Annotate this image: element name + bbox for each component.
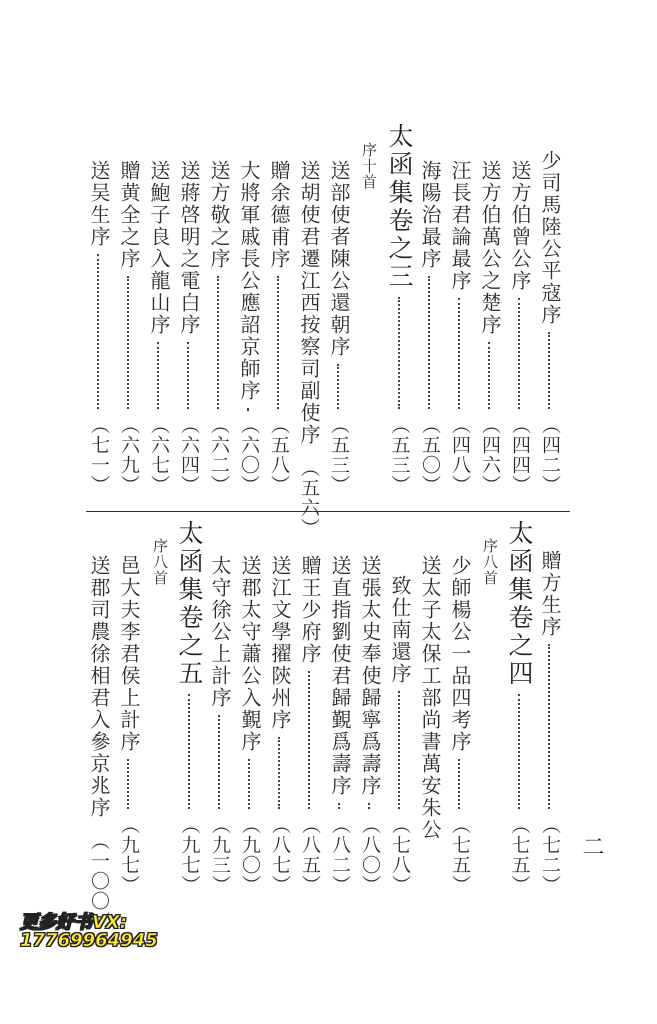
dot-leader bbox=[458, 298, 462, 409]
toc-entry bbox=[88, 160, 110, 495]
entry-title: 贈方生序 bbox=[538, 550, 562, 638]
dot-leader bbox=[97, 254, 101, 409]
entry-page: （四四） bbox=[509, 415, 531, 495]
section-label: 序十首 bbox=[360, 142, 378, 190]
entry-title: 送部使者陳公還朝序 bbox=[327, 160, 351, 358]
volume-title: 太函集卷之五 bbox=[175, 520, 204, 688]
entry-title: 邑大夫李君侯上計序 bbox=[117, 555, 141, 753]
entry-title: 送蔣啓明之電白序 bbox=[177, 160, 201, 336]
entry-page: （七一） bbox=[88, 415, 110, 495]
volume-heading-3 bbox=[386, 123, 413, 495]
entry-title: 送郡太守蕭公入覲序 bbox=[238, 555, 262, 753]
section-divider bbox=[86, 511, 570, 512]
volume-title: 太函集卷之四 bbox=[505, 520, 534, 688]
dot-leader bbox=[398, 691, 402, 809]
entry-page: （五八） bbox=[268, 415, 290, 495]
dot-leader bbox=[248, 759, 252, 809]
entry-title: 送方伯曾公序 bbox=[508, 160, 532, 292]
entry-page: （九〇） bbox=[239, 815, 261, 895]
dot-leader bbox=[278, 737, 282, 809]
toc-entry bbox=[148, 160, 170, 495]
entry-title: 太守徐公上計序 bbox=[208, 555, 232, 709]
entry-page: （六四） bbox=[178, 415, 200, 495]
volume-title: 太函集卷之三 bbox=[385, 123, 414, 291]
entry-page: （九三） bbox=[209, 815, 231, 895]
toc-entry bbox=[419, 160, 441, 495]
toc-entry bbox=[539, 150, 561, 495]
entry-title: 贈王少府序 bbox=[298, 555, 322, 665]
watermark-line-1: 更多好书VX: bbox=[20, 912, 128, 933]
entry-title: 送吴生序 bbox=[87, 160, 111, 248]
toc-entry bbox=[118, 555, 140, 895]
volume-page: （九七） bbox=[178, 815, 201, 895]
dot-leader bbox=[548, 644, 552, 809]
entry-page: （六九） bbox=[118, 415, 140, 495]
entry-title: 贈黄全之序 bbox=[117, 160, 141, 270]
dot-leader bbox=[127, 759, 131, 809]
dot-leader bbox=[518, 694, 522, 809]
toc-entry bbox=[118, 160, 140, 495]
entry-title: 送張太史奉使歸寧爲壽序 bbox=[358, 555, 382, 797]
dot-leader bbox=[127, 276, 131, 409]
volume-heading-4 bbox=[506, 520, 533, 895]
entry-title: 送方伯萬公之楚序 bbox=[478, 160, 502, 336]
entry-title: 贈余德甫序 bbox=[267, 160, 291, 270]
dot-leader bbox=[157, 342, 161, 409]
entry-page: （五〇） bbox=[419, 415, 441, 495]
entry-page: （七五） bbox=[449, 815, 471, 895]
dot-leader bbox=[308, 671, 312, 809]
toc-entry bbox=[479, 160, 501, 495]
watermark-line-2: 17769964945 bbox=[20, 930, 158, 951]
entry-title: 送江文學擢陝州序 bbox=[268, 555, 292, 731]
entry-page: （八〇） bbox=[359, 815, 381, 895]
volume-page: （七五） bbox=[508, 815, 531, 895]
toc-entry bbox=[238, 160, 260, 495]
entry-title: 送胡使君遷江西按察司副使序 bbox=[297, 160, 321, 446]
toc-entry bbox=[178, 160, 200, 495]
entry-page: （五六） bbox=[298, 458, 320, 538]
toc-entry bbox=[449, 160, 471, 495]
toc-entry bbox=[328, 160, 350, 495]
dot-leader bbox=[458, 759, 462, 809]
entry-page: （六二） bbox=[208, 415, 230, 495]
entry-page: （八五） bbox=[299, 815, 321, 895]
entry-page: （一〇〇） bbox=[88, 831, 110, 931]
dot-leader bbox=[277, 276, 281, 409]
dot-leader bbox=[247, 408, 251, 409]
section-label: 序八首 bbox=[151, 538, 169, 586]
dot-leader bbox=[398, 297, 402, 409]
entry-title: 大將軍戚長公應詔京師序 bbox=[237, 160, 261, 402]
entry-page: （五三） bbox=[328, 415, 350, 495]
entry-page: （七八） bbox=[389, 815, 411, 895]
entry-title: 送太子太保工部尚書萬安朱公 bbox=[418, 555, 442, 841]
dot-leader bbox=[368, 803, 372, 809]
toc-entry bbox=[449, 555, 471, 895]
entry-title-continuation: 致仕南還序 bbox=[388, 575, 412, 685]
entry-title: 海陽治最序 bbox=[418, 160, 442, 270]
entry-title: 送郡司農徐相君入參京兆序 bbox=[87, 555, 111, 819]
toc-entry bbox=[359, 555, 381, 895]
entry-page: （八七） bbox=[269, 815, 291, 895]
dot-leader bbox=[218, 715, 222, 809]
entry-page: （八二） bbox=[329, 815, 351, 895]
dot-leader bbox=[338, 803, 342, 809]
toc-entry bbox=[297, 160, 321, 538]
entry-page: （七二） bbox=[539, 815, 561, 895]
toc-entry bbox=[329, 555, 351, 895]
dot-leader bbox=[518, 298, 522, 409]
toc-entry bbox=[419, 555, 441, 845]
toc-entry bbox=[509, 160, 531, 495]
entry-page: （六七） bbox=[148, 415, 170, 495]
toc-entry bbox=[239, 555, 261, 895]
page-number: 二 bbox=[579, 835, 604, 857]
toc-entry bbox=[268, 160, 290, 495]
toc-entry bbox=[209, 555, 231, 895]
toc-entry bbox=[269, 555, 291, 895]
entry-title: 送鮑子良入龍山序 bbox=[147, 160, 171, 336]
entry-page: （六〇） bbox=[238, 415, 260, 495]
entry-title: 送方敬之序 bbox=[207, 160, 231, 270]
entry-title: 少司馬陸公平寇序 bbox=[538, 150, 562, 326]
section-label: 序八首 bbox=[481, 538, 499, 586]
toc-entry bbox=[539, 550, 561, 895]
dot-leader bbox=[217, 276, 221, 409]
dot-leader bbox=[548, 332, 552, 409]
dot-leader bbox=[188, 694, 192, 809]
toc-entry bbox=[208, 160, 230, 495]
entry-title: 送直指劉使君歸覲爲壽序 bbox=[328, 555, 352, 797]
entry-title: 汪長君論最序 bbox=[448, 160, 472, 292]
entry-page: （四二） bbox=[539, 415, 561, 495]
toc-entry-continuation bbox=[389, 575, 411, 895]
dot-leader bbox=[187, 342, 191, 409]
entry-page: （四八） bbox=[449, 415, 471, 495]
dot-leader bbox=[428, 276, 432, 409]
toc-entry bbox=[299, 555, 321, 895]
entry-page: （九七） bbox=[118, 815, 140, 895]
dot-leader bbox=[488, 342, 492, 409]
dot-leader bbox=[337, 364, 341, 409]
volume-heading-5 bbox=[176, 520, 203, 895]
entry-title: 少師楊公一品四考序 bbox=[448, 555, 472, 753]
entry-page: （四六） bbox=[479, 415, 501, 495]
volume-page: （五三） bbox=[388, 415, 411, 495]
toc-entry bbox=[87, 555, 111, 931]
